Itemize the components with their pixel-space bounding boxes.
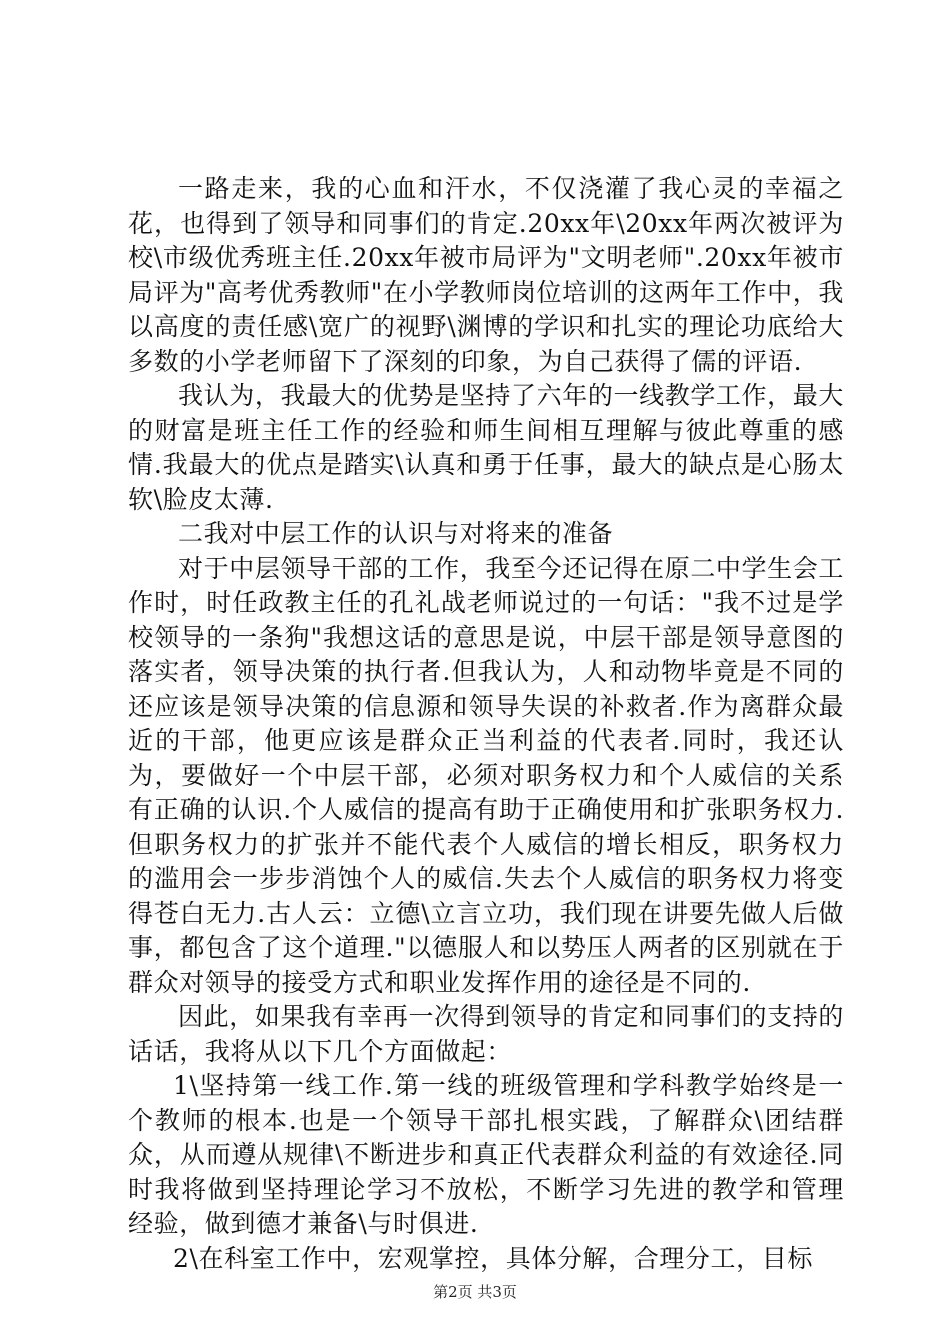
section-heading: 二我对中层工作的认识与对将来的准备	[178, 519, 614, 548]
paragraph-middle-management: 对于中层领导干部的工作，我至今还记得在原二中学生会工作时，时任政教主任的孔礼战老师说过的一句话："我不过是学校领导的一条狗"我想这话的意思是说，中层干部是领导意图的落实者，领导决策的执行者.但我认为，人和动物毕竟是不同的还应该是领导决策的信息源和领导失误的补救者.作为离群众最近的干部，他更应该是群众正当利益的代表者.同时，我还认为，要做好一个中层干部，必须对职务权力和个人威信的关系有正确的认识.个人威信的提高有助于正确使用和扩张职务权力.但职务权力的扩张并不能代表个人威信的增长相反，职务权力的滥用会一步步消蚀个人的威信.失去个人威信的职务权力将变得苍白无力.古人云：立德\立言立功，我们现在讲要先做人后做事，都包含了这个道理."以德服人和以势压人两者的区别就在于群众对领导的接受方式和职业发挥作用的途径是不同的.	[128, 553, 844, 997]
paragraph-strengths: 我认为，我最大的优势是坚持了六年的一线教学工作，最大的财富是班主任工作的经验和师生间相互理解与彼此尊重的感情.我最大的优点是踏实\认真和勇于任事，最大的缺点是心肠太软\脸皮太薄.	[128, 381, 844, 514]
list-item-2: 2\在科室工作中，宏观掌控，具体分解，合理分工，目标	[173, 1243, 813, 1273]
paragraph-achievements: 一路走来，我的心血和汗水，不仅浇灌了我心灵的幸福之花，也得到了领导和同事们的肯定.20xx年\20xx年两次被评为校\市级优秀班主任.20xx年被市局评为"文明老师".20xx年被市局评为"高考优秀教师"在小学教师岗位培训的这两年工作中，我以高度的责任感\宽广的视野\渊博的学识和扎实的理论功底给大多数的小学老师留下了深刻的印象，为自己获得了儒的评语.	[128, 174, 844, 376]
page-footer: 第2页 共3页	[433, 1283, 517, 1301]
paragraph-plan-intro: 因此，如果我有幸再一次得到领导的肯定和同事们的支持的话话，我将从以下几个方面做起：	[128, 1002, 844, 1066]
document-body	[128, 172, 844, 1276]
list-item-1: 1\坚持第一线工作.第一线的班级管理和学科教学始终是一个教师的根本.也是一个领导干部扎根实践，了解群众\团结群众，从而遵从规律\不断进步和真正代表群众利益的有效途径.同时我将做到坚持理论学习不放松，不断学习先进的教学和管理经验，做到德才兼备\与时俱进.	[128, 1071, 844, 1238]
